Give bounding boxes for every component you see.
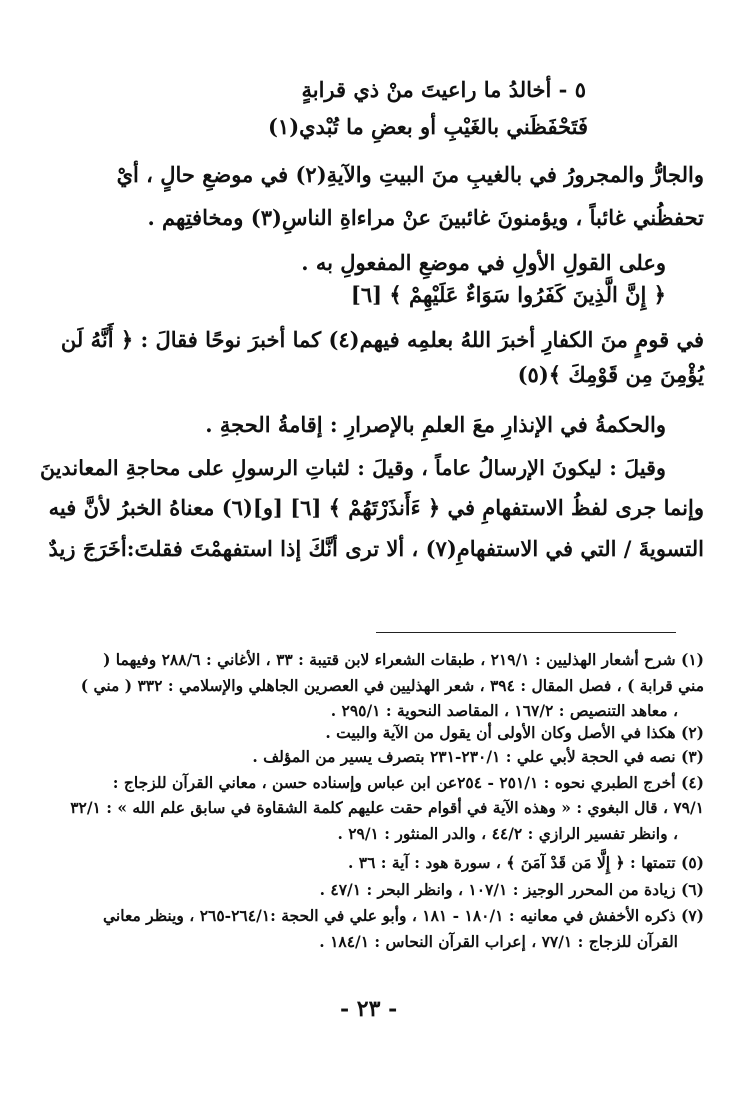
text-line: وعلى القولِ الأولِ في موضعِ المفعولِ به . (301, 250, 666, 275)
footnote-line: (٦) زيادة من المحرر الوجيز : ١٠٧/١ ، وانظر البحر : ٤٧/١ . (319, 880, 704, 899)
verse-line-1: ٥ - أخالدُ ما راعيتَ منْ ذي قرابةٍ (301, 77, 586, 102)
footnote-line: (٣) نصه في الحجة لأبي علي : ٢٣٠/١-٢٣١ بتصرف يسير من المؤلف . (252, 747, 704, 766)
footnote-line: ، معاهد التنصيص : ١٦٧/٢ ، المقاصد النحوية : ٢٩٥/١ . (330, 701, 678, 720)
text-line: التسويةَ / التي في الاستفهامِ(٧) ، ألا ترى أنَّكَ إذا استفهمْتَ فقلتَ:أخَرَجَ زيدٌ (48, 536, 704, 561)
footnote-line: (٧) ذكره الأخفش في معانيه : ١٨٠/١ - ١٨١ ، وأبو علي في الحجة :٢٦٤/١-٢٦٥ ، وينظر معاني (103, 906, 704, 925)
footnote-line: القرآن للزجاج : ٧٧/١ ، إعراب القرآن النحاس : ١٨٤/١ . (319, 932, 678, 951)
footnote-line: (٢) هكذا في الأصل وكان الأولى أن يقول من الآية والبيت . (325, 723, 704, 742)
footnote-line: (٤) أخرج الطبري نحوه : ٢٥١/١ - ٢٥٤عن ابن عباس وإسناده حسن ، معاني القرآن للزجاج : (112, 773, 704, 792)
footnote-line: ٧٩/١ ، قال البغوي : « وهذه الآية في أقوام حقت عليهم كلمة الشقاوة في سابق علم الله » : ٣٢/١ (70, 798, 704, 817)
text-line: وقيلَ : ليكونَ الإرسالُ عاماً ، وقيلَ : لثباتِ الرسولِ على محاجةِ المعاندينَ (39, 456, 666, 480)
footnote-line: ، وانظر تفسير الرازي : ٤٤/٢ ، والدر المنثور : ٢٩/١ . (337, 824, 678, 843)
text-line: تحفظُني غائباً ، ويؤمنونَ غائبينَ عنْ مراءاةِ الناسِ(٣) ومخافتِهم . (147, 205, 704, 230)
verse-line-2: فَتَحْفَظَني بالغَيْبِ أو بعضِ ما تُبْدي(١) (267, 114, 588, 139)
footnote-line: (١) شرح أشعار الهذليين : ٢١٩/١ ، طبقات الشعراء لابن قتيبة : ٣٣ ، الأغاني : ٢٨٨/٦ وفيهما ( (103, 650, 704, 669)
text-line: والجارُّ والمجرورُ في بالغيبِ منَ البيتِ والآيةِ(٢) في موضعِ حالٍ ، أيْ (116, 162, 704, 187)
text-line: والحكمةُ في الإنذارِ معَ العلمِ بالإصرارِ : إقامةُ الحجةِ . (205, 412, 666, 437)
footnote-separator (376, 632, 676, 633)
quran-verse: يُؤْمِنَ مِن قَوْمِكَ ﴾(٥) (517, 362, 704, 387)
text-line: في قومٍ منَ الكفارِ أخبرَ اللهُ بعلمِه فيهم(٤) كما أخبرَ نوحًا فقالَ : ﴿ أَنَّهُ لَن (60, 327, 704, 352)
text-line: وإنما جرى لفظُ الاستفهامِ في ﴿ ءَأَنذَرْتَهُمْ ﴾ [٦] [و](٦) معناهُ الخبرُ لأنَّ فيه (48, 495, 704, 520)
footnote-line: مني قرابة ) ، فصل المقال : ٣٩٤ ، شعر الهذليين في العصرين الجاهلي والإسلامي : ٣٣٢ ( مني ) (80, 676, 704, 695)
page-number: - ٢٣ - (340, 996, 398, 1022)
quran-verse: ﴿ إِنَّ الَّذِينَ كَفَرُوا سَوَاءٌ عَلَيْهِمْ ﴾ [٦] (350, 282, 666, 307)
footnote-line: (٥) تتمتها : ﴿ إِلَّا مَن قَدْ آمَنَ ﴾ ، سورة هود : آية : ٣٦ . (347, 853, 704, 872)
